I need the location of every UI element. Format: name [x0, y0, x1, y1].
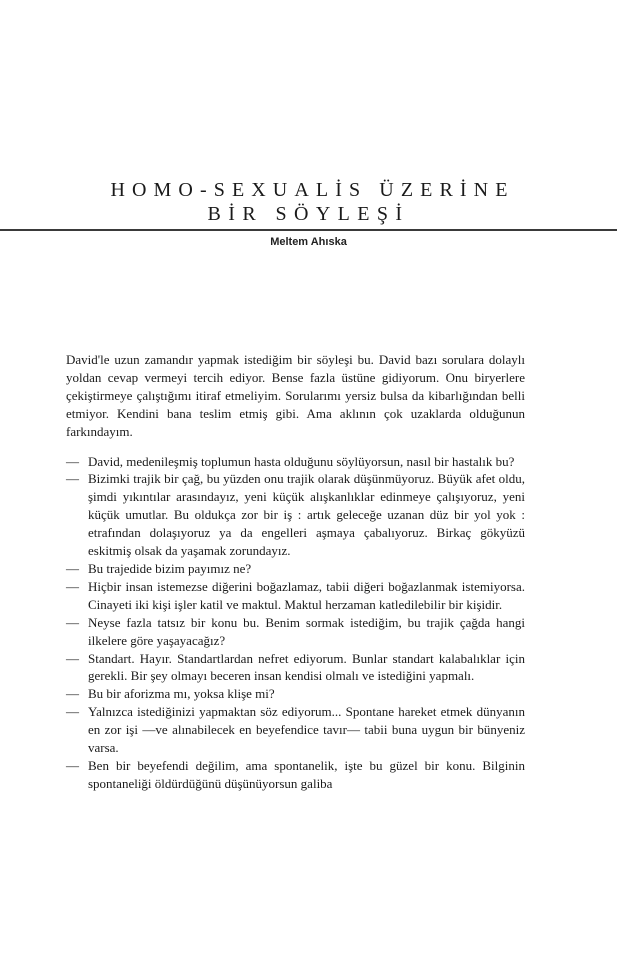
dialogue-turn	[66, 453, 525, 471]
dialogue-turn	[66, 703, 525, 757]
dialogue-text: Bizimki trajik bir çağ, bu yüzden onu trajik olarak düşünmüyoruz. Büyük afet oldu, şimdi yıkıntılar arasındayız, yeni küçük alışkanlıklar edinmeye çalışıyoruz, yeni küçük umutlar. Bu oldukça zor bir iş : artık geleceğe uzanan düz bir yol yok : etrafından dolaşıyoruz ya da engelleri aşmaya çabalıyoruz. Birkaç gökyüzü eskitmiş olsak da yaşamak zorundayız.	[88, 471, 525, 559]
dialogue-turn	[66, 685, 525, 703]
title-line-1: HOMO-SEXUALİS ÜZERİNE	[110, 179, 515, 201]
dash-mark: —	[66, 650, 79, 666]
dialogue-turn	[66, 578, 525, 614]
author-name: Meltem Ahıska	[270, 236, 347, 248]
dash-mark: —	[66, 560, 79, 576]
dialogue-text: David, medenileşmiş toplumun hasta olduğunu söylüyorsun, nasıl bir hastalık bu?	[88, 453, 515, 469]
dialogue	[66, 453, 525, 793]
dash-mark: —	[66, 578, 79, 594]
dialogue-text: Yalnızca istediğinizi yapmaktan söz ediyorum... Spontane hareket etmek dünyanın en zor işi —ve alınabilecek en beyefendice tavır— tabii buna uygun bir bünyeniz varsa.	[88, 704, 525, 756]
dash-mark: —	[66, 453, 79, 469]
title-line-2: BİR SÖYLEŞİ	[207, 203, 410, 225]
dialogue-text: Bu trajedide bizim payımız ne?	[88, 560, 252, 576]
dialogue-text: Bu bir aforizma mı, yoksa klişe mi?	[88, 686, 275, 702]
dialogue-text: Hiçbir insan istemezse diğerini boğazlamaz, tabii diğeri boğazlanmak istemiyorsa. Cinayeti iki kişi işler katil ve maktul. Maktul herzaman katledilebilir bir kişidir.	[88, 578, 525, 612]
dash-mark: —	[66, 757, 79, 773]
dialogue-turn	[66, 650, 525, 686]
title-rule	[0, 229, 617, 231]
dash-mark: —	[66, 704, 79, 720]
dialogue-turn	[66, 614, 525, 650]
dialogue-text: Standart. Hayır. Standartlardan nefret ediyorum. Bunlar standart kalabalıklar için gerekli. Bir şey olmayı beceren insan kendisi olmalı ve istediğini yapmalı.	[88, 650, 525, 684]
dialogue-turn	[66, 560, 525, 578]
dash-mark: —	[66, 614, 79, 630]
intro-paragraph: David'le uzun zamandır yapmak istediğim bir söyleşi bu. David bazı sorulara dolaylı yoldan cevap vermeyi tercih ediyor. Bense fazla üstüne gidiyorum. Onu biryerlere çekiştirmeye çalıştığımı itiraf etmeliyim. Sorularımı yersiz bulsa da kibarlığından belli etmiyor. Kendini bana teslim etmiş gibi. Ama aklının çok uzaklarda olduğunun farkındayım.	[66, 352, 525, 439]
dialogue-turn	[66, 470, 525, 560]
article-body	[66, 351, 525, 793]
dash-mark: —	[66, 686, 79, 702]
article-title	[0, 178, 617, 226]
dash-mark: —	[66, 471, 79, 487]
dialogue-text: Ben bir beyefendi değilim, ama spontanelik, işte bu güzel bir konu. Bilginin spontaneliği öldürdüğünü düşünüyorsun galiba	[88, 757, 525, 791]
dialogue-turn	[66, 757, 525, 793]
dialogue-text: Neyse fazla tatsız bir konu bu. Benim sormak istediğim, bu trajik çağda hangi ilkelere göre yaşayacağız?	[88, 614, 525, 648]
